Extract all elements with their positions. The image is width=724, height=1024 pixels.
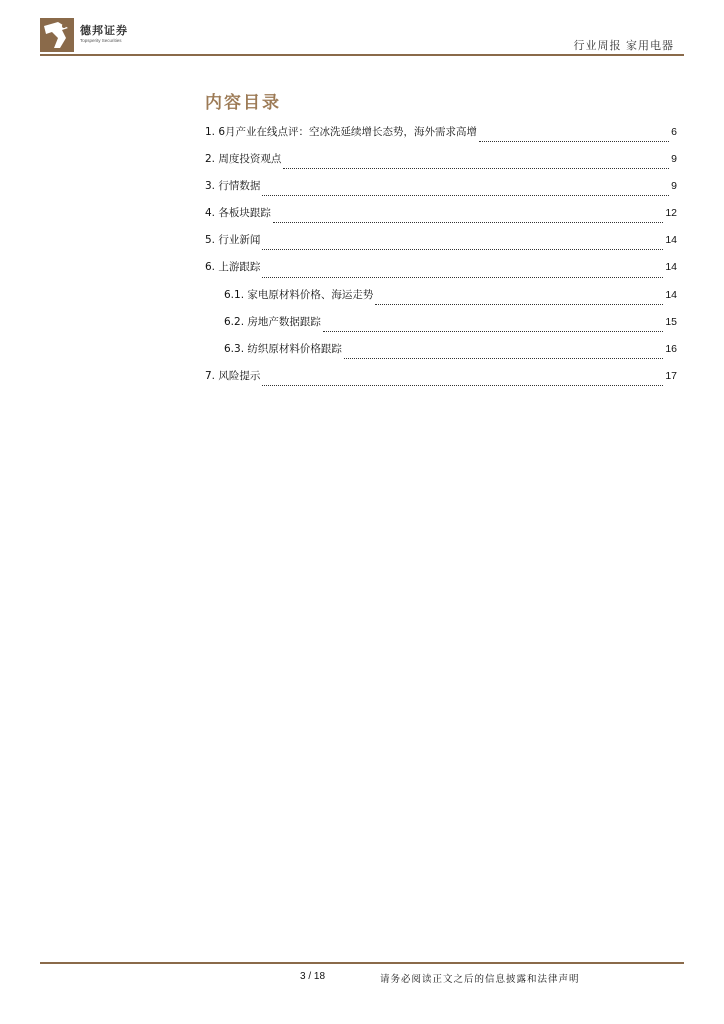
toc-item-label: 6.1. 家电原材料价格、海运走势	[224, 288, 374, 301]
toc-item[interactable]	[205, 205, 677, 232]
footer-divider	[40, 962, 684, 964]
toc-item[interactable]	[205, 151, 677, 178]
toc-leader-dots	[262, 276, 663, 278]
toc-item-page: 14	[665, 261, 677, 274]
toc-item-page: 12	[665, 207, 677, 220]
page-indicator: 3 / 18	[300, 971, 326, 982]
company-logo	[40, 18, 140, 52]
toc-leader-dots	[344, 357, 663, 359]
toc-leader-dots	[262, 248, 663, 250]
toc-subitem[interactable]	[205, 287, 677, 314]
toc-item-page: 15	[665, 315, 677, 328]
toc-item-page: 16	[665, 342, 677, 355]
toc-item-label: 3. 行情数据	[205, 180, 261, 193]
toc-leader-dots	[323, 330, 663, 332]
toc-item-page: 17	[665, 369, 677, 382]
toc-item-label: 4. 各板块跟踪	[205, 207, 271, 220]
toc-leader-dots	[479, 140, 669, 142]
toc-subitem[interactable]	[205, 314, 677, 341]
logo-english-name: Topsperity Securities	[80, 38, 122, 43]
toc-subitem[interactable]	[205, 341, 677, 368]
toc-leader-dots	[273, 221, 663, 223]
toc-item-page: 14	[665, 288, 677, 301]
table-of-contents	[205, 124, 677, 395]
toc-leader-dots	[375, 303, 663, 305]
toc-item[interactable]	[205, 368, 677, 395]
toc-item-label: 1. 6月产业在线点评：空冰洗延续增长态势，海外需求高增	[205, 126, 478, 138]
report-category: 行业周报 家用电器	[573, 39, 674, 52]
logo-mark-icon	[40, 18, 74, 52]
toc-title: 内容目录	[205, 93, 281, 113]
toc-item-page: 14	[665, 234, 677, 247]
toc-item-label: 5. 行业新闻	[205, 234, 261, 247]
toc-item-label: 6.3. 纺织原材料价格跟踪	[224, 342, 342, 355]
header-divider	[40, 54, 684, 56]
toc-item[interactable]	[205, 232, 677, 259]
toc-item-label: 7. 风险提示	[205, 369, 261, 382]
toc-item-label: 6. 上游跟踪	[205, 261, 261, 274]
toc-item-page: 6	[671, 126, 677, 138]
toc-item[interactable]	[205, 124, 677, 151]
legal-disclaimer: 请务必阅读正文之后的信息披露和法律声明	[380, 974, 580, 985]
toc-item-page: 9	[671, 153, 677, 166]
toc-leader-dots	[283, 167, 669, 169]
toc-leader-dots	[262, 194, 669, 196]
toc-item-page: 9	[671, 180, 677, 193]
logo-chinese-name: 德邦证券	[80, 24, 128, 37]
toc-item[interactable]	[205, 178, 677, 205]
toc-item-label: 2. 周度投资观点	[205, 153, 282, 166]
toc-item-label: 6.2. 房地产数据跟踪	[224, 315, 321, 328]
toc-item[interactable]	[205, 259, 677, 286]
toc-leader-dots	[262, 384, 663, 386]
